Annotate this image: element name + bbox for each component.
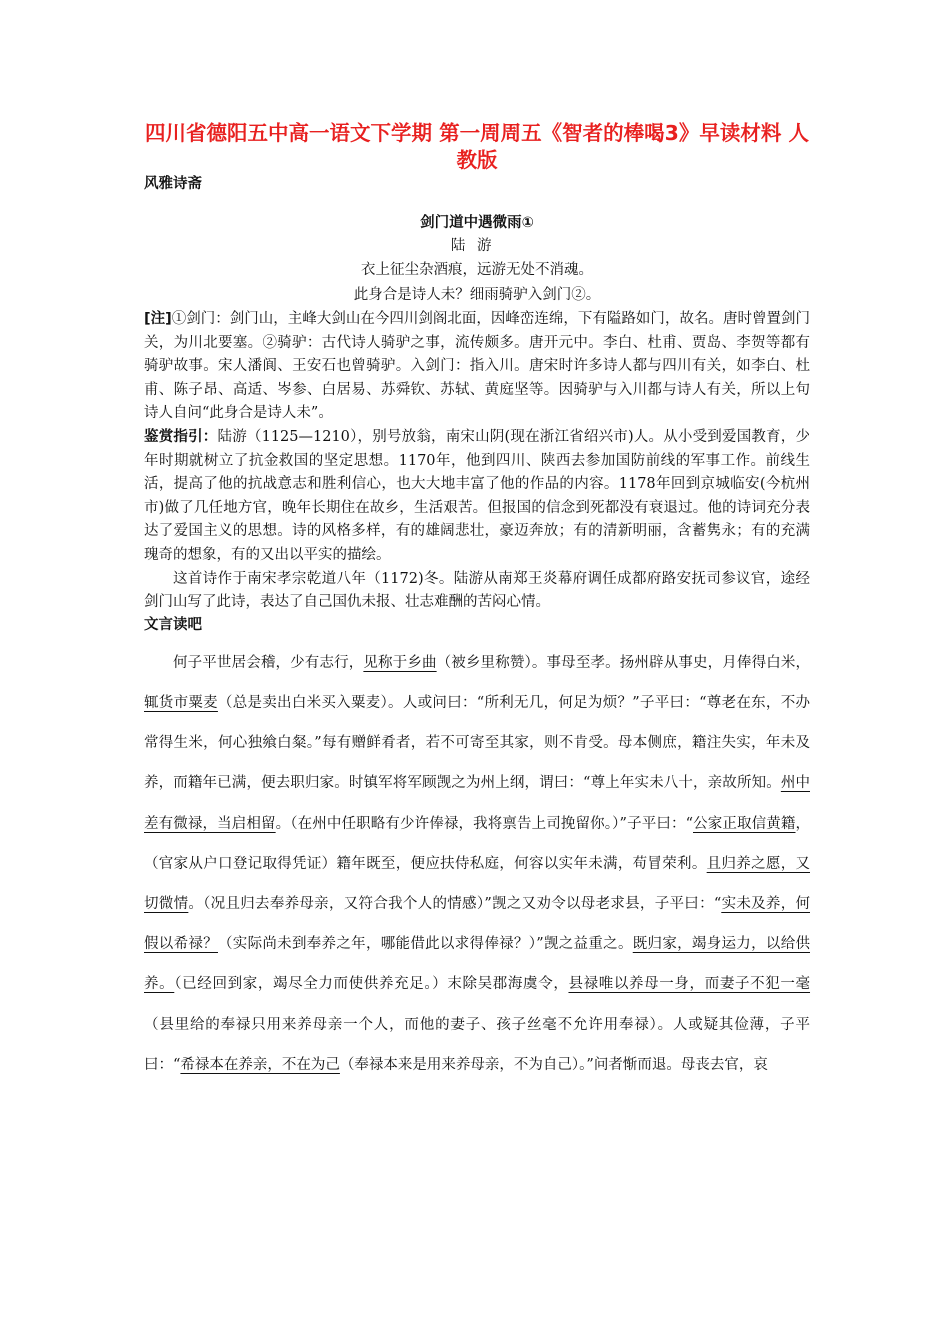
passage-text: ，（官家从户口登记取得凭证）籍年既至，便应扶侍私庭，何容以实年未满，苟冒荣利。: [144, 815, 811, 872]
notes-text: ①剑门：剑门山，主峰大剑山在今四川剑阁北面，因峰峦连绵，下有隘路如门，故名。唐时曾置剑门关，为川北要塞。②骑驴：古代诗人骑驴之事，流传颇多。唐开元中。李白、杜甫、贾岛、李贺等都有骑驴故事。宋人潘阆、王安石也曾骑驴。入剑门：指入川。唐宋时许多诗人都与四川有关，如李白、杜甫、陈子昂、高适、岑参、白居易、苏舜钦、苏轼、黄庭坚等。因骑驴与入川都与诗人有关，所以上句诗人自问“此身合是诗人未”。: [144, 311, 810, 422]
annotated-phrase: 县禄唯以养母一身，而妻子不犯一毫: [568, 976, 811, 993]
poem-notes: [144, 308, 810, 426]
passage-text: （实际尚未到奉养之年，哪能借此以求得俸禄？）”觊之益重之。: [217, 936, 633, 953]
appreciation-label: 鉴赏指引：: [144, 428, 218, 445]
passage-text: （县里给的奉禄只用来养母亲一个人，而他的妻子、孩子丝毫不允许用奉禄）。人或疑其俭薄，子平曰：“: [144, 1016, 810, 1073]
document-title: 四川省德阳五中高一语文下学期 第一周周五《智者的棒喝3》早读材料 人教版: [144, 121, 810, 172]
passage-text: 。（在州中任职略有少许俸禄，我将禀告上司挽留你。）”子平曰：“: [275, 815, 693, 832]
poem-title: 剑门道中遇微雨①: [420, 215, 534, 231]
notes-label: [注]: [144, 311, 172, 327]
passage-text: （奉禄本来是用来养母亲，不为自己）。”问者惭而退。母丧去官，哀: [339, 1056, 768, 1073]
annotated-phrase: 辄货市粟麦: [144, 694, 218, 711]
appreciation-text: 陆游（1125—1210），别号放翁，南宋山阴(现在浙江省绍兴市)人。从小受到爱国教育，少年时期就树立了抗金救国的坚定思想。1170年，他到四川、陕西去参加国防前线的军事工作。前线生活，提高了他的抗战意志和胜利信心，也大大地丰富了他的作品的内容。1178年回到京城临安(今杭州市)做了几任地方官，晚年长期住在故乡，生活艰苦。但报国的信念到死都没有衰退过。他的诗词充分表达了爱国主义的思想。诗的风格多样，有的雄阔悲壮，豪迈奔放；有的清新明丽，含蓄隽永；有的充满瑰奇的想象，有的又出以平实的描绘。: [144, 428, 810, 563]
section-heading-classical-reading: 文言读吧: [144, 616, 202, 633]
section-heading-poetry: 风雅诗斋: [144, 176, 202, 192]
document-page: [144, 120, 810, 1085]
annotated-phrase: 希禄本在养亲，不在为己: [180, 1056, 340, 1073]
annotated-phrase: 见称于乡曲: [363, 654, 437, 671]
annotated-phrase: 既归家，竭身运力，以给供养。: [144, 936, 810, 993]
passage-text: （总是卖出白米买入粟麦）。人或问曰：“所利无几，何足为烦？”子平曰：“尊老在东，不办常得生米，何心独飨白粲。”每有赠鲜肴者，若不可寄至其家，则不肯受。母本侧庶，籍注失实，年未及养，而籍年已满，便去职归家。时镇军将军顾觊之为州上纲，谓曰：“尊上年实未八十，亲故所知。: [144, 694, 810, 792]
classical-chinese-passage: [144, 643, 810, 1085]
passage-text: （已经回到家，竭尽全力而使供养充足。）末除吴郡海虞令，: [174, 976, 569, 993]
passage-text: （被乡里称赞）。事母至孝。扬州辟从事史，月俸得白米，: [436, 654, 811, 671]
annotated-phrase: 公家正取信黄籍: [693, 815, 796, 832]
passage-text: 。（况且归去奉养母亲，又符合我个人的情感）”觊之又劝令以母老求县，子平曰：“: [188, 895, 722, 912]
poem-author: 陆游: [450, 238, 504, 254]
passage-text: 何子平世居会稽，少有志行，: [173, 654, 364, 671]
annotated-phrase: 且归养之愿，又切微情: [144, 855, 810, 912]
appreciation-guide: [144, 426, 810, 568]
poem-line-1: 衣上征尘杂酒痕，远游无处不消魂。: [361, 262, 593, 278]
annotated-phrase: 实未及养，何假以希禄？: [144, 895, 810, 953]
annotated-phrase: 州中差有微禄，当启相留: [144, 775, 810, 832]
poem-background: 这首诗作于南宋孝宗乾道八年（1172)冬。陆游从南郑王炎幕府调任成都府路安抚司参议官，途经剑门山写了此诗，表达了自己国仇未报、壮志难酬的苦闷心情。: [144, 570, 810, 611]
poem-line-2: 此身合是诗人未？细雨骑驴入剑门②。: [353, 287, 601, 303]
